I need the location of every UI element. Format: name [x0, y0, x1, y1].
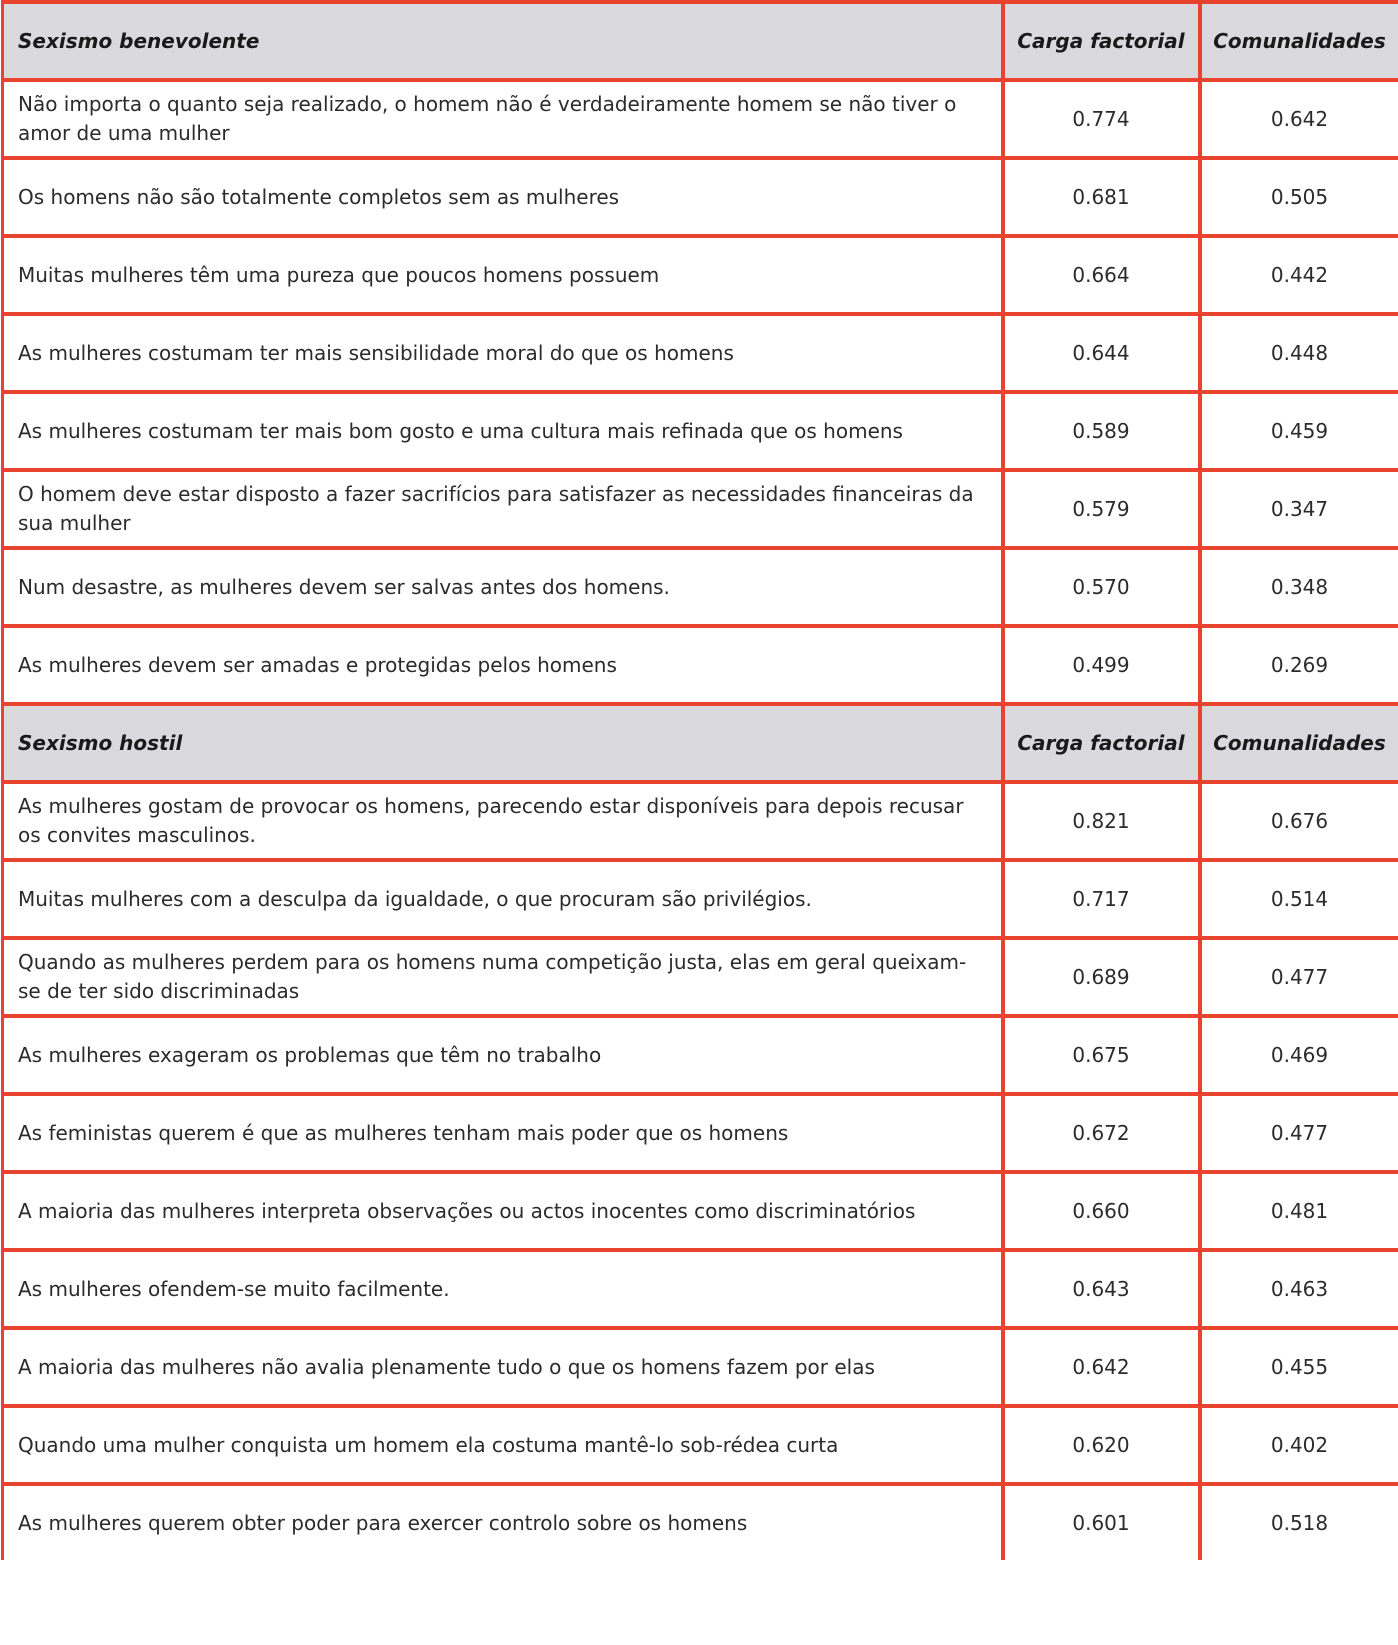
- section-title: Sexismo hostil: [3, 704, 1003, 782]
- comunalidade-value: 0.269: [1200, 626, 1398, 704]
- table-row: [3, 938, 1398, 1016]
- comunalidade-value: 0.402: [1200, 1406, 1398, 1484]
- item-text: Quando uma mulher conquista um homem ela costuma mantê-lo sob-rédea curta: [3, 1406, 1003, 1484]
- comunalidade-value: 0.463: [1200, 1250, 1398, 1328]
- carga-value: 0.821: [1003, 782, 1200, 860]
- item-text: Quando as mulheres perdem para os homens numa competição justa, elas em geral queixam-se de ter sido discriminadas: [3, 938, 1003, 1016]
- table-row: [3, 314, 1398, 392]
- table-row: [3, 1328, 1398, 1406]
- table-row: [3, 782, 1398, 860]
- comunalidade-value: 0.448: [1200, 314, 1398, 392]
- carga-value: 0.774: [1003, 80, 1200, 158]
- item-text: A maioria das mulheres não avalia plenamente tudo o que os homens fazem por elas: [3, 1328, 1003, 1406]
- item-text: O homem deve estar disposto a fazer sacrifícios para satisfazer as necessidades financeiras da sua mulher: [3, 470, 1003, 548]
- comunalidade-value: 0.348: [1200, 548, 1398, 626]
- item-text: Num desastre, as mulheres devem ser salvas antes dos homens.: [3, 548, 1003, 626]
- item-text: As mulheres costumam ter mais bom gosto e uma cultura mais refinada que os homens: [3, 392, 1003, 470]
- section-header-row: [3, 2, 1398, 80]
- column-header-comunalidades: Comunalidades: [1200, 2, 1398, 80]
- table-row: [3, 470, 1398, 548]
- carga-value: 0.717: [1003, 860, 1200, 938]
- table-row: [3, 548, 1398, 626]
- comunalidade-value: 0.477: [1200, 938, 1398, 1016]
- table-row: [3, 1172, 1398, 1250]
- item-text: Os homens não são totalmente completos sem as mulheres: [3, 158, 1003, 236]
- carga-value: 0.499: [1003, 626, 1200, 704]
- comunalidade-value: 0.477: [1200, 1094, 1398, 1172]
- comunalidade-value: 0.481: [1200, 1172, 1398, 1250]
- item-text: A maioria das mulheres interpreta observações ou actos inocentes como discriminatórios: [3, 1172, 1003, 1250]
- table-row: [3, 1094, 1398, 1172]
- carga-value: 0.644: [1003, 314, 1200, 392]
- item-text: Não importa o quanto seja realizado, o homem não é verdadeiramente homem se não tiver o amor de uma mulher: [3, 80, 1003, 158]
- factor-loadings-table: [1, 0, 1398, 1560]
- carga-value: 0.689: [1003, 938, 1200, 1016]
- column-header-carga: Carga factorial: [1003, 704, 1200, 782]
- column-header-comunalidades: Comunalidades: [1200, 704, 1398, 782]
- carga-value: 0.675: [1003, 1016, 1200, 1094]
- column-header-carga: Carga factorial: [1003, 2, 1200, 80]
- item-text: As mulheres devem ser amadas e protegidas pelos homens: [3, 626, 1003, 704]
- comunalidade-value: 0.505: [1200, 158, 1398, 236]
- item-text: As mulheres gostam de provocar os homens, parecendo estar disponíveis para depois recusar os convites masculinos.: [3, 782, 1003, 860]
- section-header-row: [3, 704, 1398, 782]
- carga-value: 0.664: [1003, 236, 1200, 314]
- item-text: Muitas mulheres com a desculpa da igualdade, o que procuram são privilégios.: [3, 860, 1003, 938]
- comunalidade-value: 0.455: [1200, 1328, 1398, 1406]
- item-text: Muitas mulheres têm uma pureza que poucos homens possuem: [3, 236, 1003, 314]
- item-text: As mulheres querem obter poder para exercer controlo sobre os homens: [3, 1484, 1003, 1560]
- carga-value: 0.589: [1003, 392, 1200, 470]
- comunalidade-value: 0.518: [1200, 1484, 1398, 1560]
- table-row: [3, 236, 1398, 314]
- carga-value: 0.579: [1003, 470, 1200, 548]
- table-row: [3, 80, 1398, 158]
- item-text: As mulheres costumam ter mais sensibilidade moral do que os homens: [3, 314, 1003, 392]
- comunalidade-value: 0.347: [1200, 470, 1398, 548]
- carga-value: 0.620: [1003, 1406, 1200, 1484]
- table-row: [3, 1484, 1398, 1560]
- table-row: [3, 158, 1398, 236]
- comunalidade-value: 0.469: [1200, 1016, 1398, 1094]
- table-row: [3, 860, 1398, 938]
- carga-value: 0.681: [1003, 158, 1200, 236]
- item-text: As mulheres exageram os problemas que têm no trabalho: [3, 1016, 1003, 1094]
- item-text: As feministas querem é que as mulheres tenham mais poder que os homens: [3, 1094, 1003, 1172]
- comunalidade-value: 0.514: [1200, 860, 1398, 938]
- table-row: [3, 392, 1398, 470]
- table-row: [3, 1016, 1398, 1094]
- section-title: Sexismo benevolente: [3, 2, 1003, 80]
- carga-value: 0.601: [1003, 1484, 1200, 1560]
- carga-value: 0.660: [1003, 1172, 1200, 1250]
- comunalidade-value: 0.642: [1200, 80, 1398, 158]
- table-row: [3, 1406, 1398, 1484]
- table-row: [3, 626, 1398, 704]
- item-text: As mulheres ofendem-se muito facilmente.: [3, 1250, 1003, 1328]
- carga-value: 0.570: [1003, 548, 1200, 626]
- carga-value: 0.642: [1003, 1328, 1200, 1406]
- carga-value: 0.672: [1003, 1094, 1200, 1172]
- table-body: [3, 2, 1398, 1560]
- comunalidade-value: 0.459: [1200, 392, 1398, 470]
- comunalidade-value: 0.676: [1200, 782, 1398, 860]
- table-row: [3, 1250, 1398, 1328]
- comunalidade-value: 0.442: [1200, 236, 1398, 314]
- carga-value: 0.643: [1003, 1250, 1200, 1328]
